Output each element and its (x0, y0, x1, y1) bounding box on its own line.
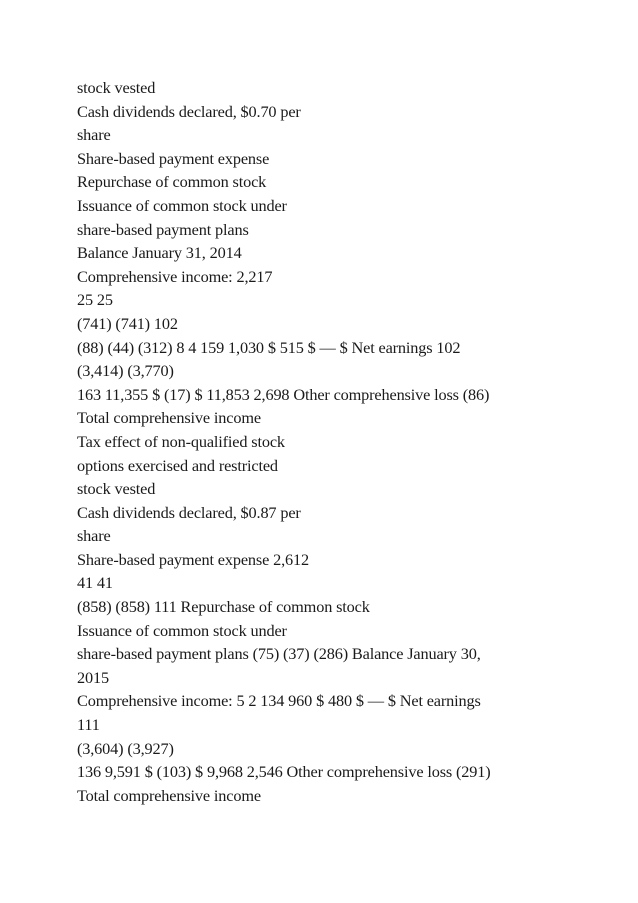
text-line: (3,604) (3,927) (77, 738, 174, 758)
text-line: 25 25 (77, 290, 113, 310)
text-line: Total comprehensive income (77, 785, 261, 805)
text-line: share-based payment plans (75) (37) (286) Balance January 30, (77, 644, 481, 664)
text-line: share (77, 125, 111, 145)
text-line: (3,414) (3,770) (77, 361, 174, 381)
text-line: 111 (77, 715, 100, 735)
text-line: 136 9,591 $ (103) $ 9,968 2,546 Other comprehensive loss (291) (77, 762, 491, 782)
text-line: Issuance of common stock under (77, 620, 287, 640)
text-line: Balance January 31, 2014 (77, 243, 242, 263)
text-line: Tax effect of non-qualified stock (77, 431, 285, 451)
text-line: Share-based payment expense (77, 148, 270, 168)
text-line: Cash dividends declared, $0.87 per (77, 502, 301, 522)
text-line: Comprehensive income: 5 2 134 960 $ 480 $ — $ Net earnings (77, 691, 481, 711)
text-line: Comprehensive income: 2,217 (77, 266, 273, 286)
text-line: 41 41 (77, 573, 113, 593)
text-line: 2015 (77, 667, 109, 687)
text-line: options exercised and restricted (77, 455, 278, 475)
text-line: Total comprehensive income (77, 408, 261, 428)
text-line: Cash dividends declared, $0.70 per (77, 101, 301, 121)
text-line: Share-based payment expense 2,612 (77, 549, 309, 569)
text-line: share-based payment plans (77, 219, 249, 239)
text-line: 163 11,355 $ (17) $ 11,853 2,698 Other comprehensive loss (86) (77, 384, 490, 404)
text-line: (858) (858) 111 Repurchase of common stock (77, 597, 370, 617)
text-line: Repurchase of common stock (77, 172, 267, 192)
text-line: stock vested (77, 78, 156, 97)
text-line: Issuance of common stock under (77, 195, 287, 215)
document-text (77, 76, 577, 807)
text-line: stock vested (77, 479, 156, 499)
text-line: share (77, 526, 111, 546)
text-line: (88) (44) (312) 8 4 159 1,030 $ 515 $ — $ Net earnings 102 (77, 337, 461, 357)
text-line: (741) (741) 102 (77, 313, 178, 333)
